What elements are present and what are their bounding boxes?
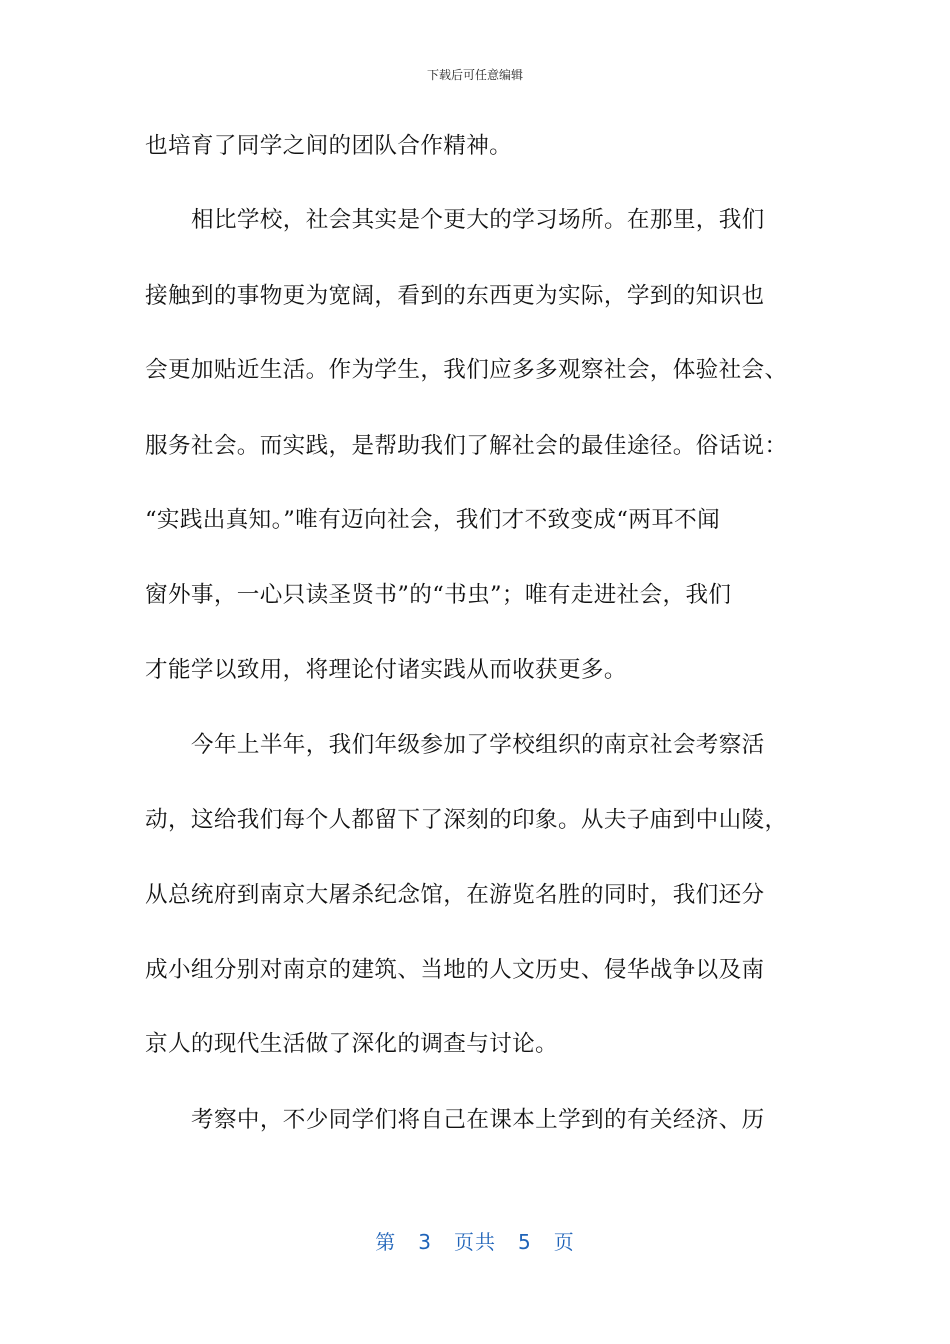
page-middle-text: 页共	[454, 1230, 496, 1254]
text-line: 窗外事，一心只读圣贤书”的“书虫”；唯有走进社会，我们	[145, 582, 732, 608]
text-line: 也培育了同学之间的团队合作精神。	[145, 133, 513, 159]
text-line: 成小组分别对南京的建筑、当地的人文历史、侵华战争以及南	[145, 957, 765, 983]
text-line: 从总统府到南京大屠杀纪念馆，在游览名胜的同时，我们还分	[145, 882, 765, 908]
text-line: 接触到的事物更为宽阔，看到的东西更为实际，学到的知识也	[145, 283, 765, 309]
header-note: 下载后可任意编辑	[426, 68, 523, 82]
page-suffix: 页	[553, 1230, 575, 1254]
text-line: 京人的现代生活做了深化的调查与讨论。	[145, 1031, 558, 1057]
total-pages-number: 5	[518, 1230, 532, 1254]
text-line: 相比学校，社会其实是个更大的学习场所。在那里，我们	[191, 207, 765, 233]
text-line: 动，这给我们每个人都留下了深刻的印象。从夫子庙到中山陵，	[145, 807, 788, 833]
text-line: 会更加贴近生活。作为学生，我们应多多观察社会，体验社会、	[145, 357, 788, 383]
text-line: 今年上半年，我们年级参加了学校组织的南京社会考察活	[191, 732, 765, 758]
text-line: “实践出真知。”唯有迈向社会，我们才不致变成“两耳不闻	[145, 507, 721, 533]
current-page-number: 3	[418, 1230, 432, 1254]
text-line: 考察中，不少同学们将自己在课本上学到的有关经济、历	[191, 1107, 765, 1133]
text-line: 服务社会。而实践，是帮助我们了解社会的最佳途径。俗话说：	[145, 433, 788, 459]
page-prefix: 第	[375, 1230, 397, 1254]
text-line: 才能学以致用，将理论付诸实践从而收获更多。	[145, 657, 627, 683]
page-indicator	[0, 1226, 950, 1255]
